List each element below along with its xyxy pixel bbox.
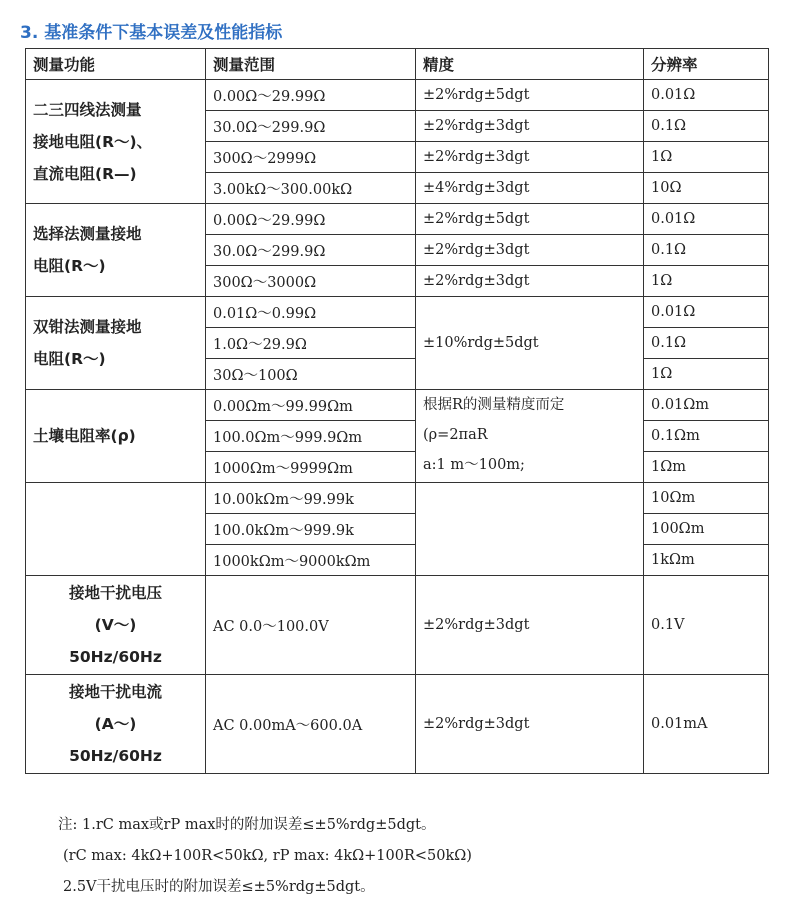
range-cell: 300Ω～3000Ω [206,266,416,297]
accuracy-cell: ±2%rdg±3dgt [416,576,644,675]
accuracy-cell: ±2%rdg±3dgt [416,266,644,297]
range-cell: 1000kΩm～9000kΩm [206,545,416,576]
table-header-row [26,49,769,80]
function-cell-current: 接地干扰电流 (A～) 50Hz/60Hz [26,675,206,774]
range-cell: 100.0Ωm～999.9Ωm [206,421,416,452]
resolution-cell: 0.01mA [644,675,769,774]
range-cell: 0.01Ω～0.99Ω [206,297,416,328]
accuracy-cell: ±2%rdg±3dgt [416,675,644,774]
range-cell: 10.00kΩm～99.99k [206,483,416,514]
function-cell-double-clamp: 双钳法测量接地 电阻(R～) [26,297,206,390]
accuracy-cell: ±2%rdg±3dgt [416,235,644,266]
accuracy-cell: ±2%rdg±5dgt [416,80,644,111]
accuracy-cell: ±2%rdg±3dgt [416,142,644,173]
range-cell: 1000Ωm～9999Ωm [206,452,416,483]
resolution-cell: 1Ω [644,359,769,390]
resolution-cell: 0.1Ω [644,111,769,142]
accuracy-cell-soil: 根据R的测量精度而定 (ρ=2πaR a:1 m～100m; [416,390,644,483]
accuracy-cell: ±4%rdg±3dgt [416,173,644,204]
resolution-cell: 0.1Ω [644,328,769,359]
table-row [26,80,769,111]
accuracy-cell: ±2%rdg±5dgt [416,204,644,235]
range-cell: AC 0.00mA～600.0A [206,675,416,774]
range-cell: 1.0Ω～29.9Ω [206,328,416,359]
range-cell: 30.0Ω～299.9Ω [206,111,416,142]
resolution-cell: 100Ωm [644,514,769,545]
header-range: 测量范围 [206,49,416,80]
resolution-cell: 0.1Ω [644,235,769,266]
header-function: 测量功能 [26,49,206,80]
note-line: 2.5V干扰电压时的附加误差≤±5%rdg±5dgt。 [63,879,375,895]
spec-table [25,48,769,774]
function-cell-soil: 土壤电阻率(ρ) [26,390,206,483]
header-resolution: 分辨率 [644,49,769,80]
resolution-cell: 1Ω [644,266,769,297]
range-cell: AC 0.0～100.0V [206,576,416,675]
accuracy-cell: ±10%rdg±5dgt [416,297,644,390]
notes [58,810,472,903]
accuracy-cell: ±2%rdg±3dgt [416,111,644,142]
table-row [26,576,769,675]
range-cell: 0.00Ω～29.99Ω [206,80,416,111]
accuracy-cell-empty [416,483,644,576]
resolution-cell: 0.01Ω [644,80,769,111]
table-row [26,675,769,774]
function-cell-earth-resistance: 二三四线法测量 接地电阻(R～)、 直流电阻(R—) [26,80,206,204]
page-title: 3. 基准条件下基本误差及性能指标 [20,23,283,43]
range-cell: 30.0Ω～299.9Ω [206,235,416,266]
resolution-cell: 1kΩm [644,545,769,576]
resolution-cell: 0.01Ωm [644,390,769,421]
header-accuracy: 精度 [416,49,644,80]
range-cell: 0.00Ω～29.99Ω [206,204,416,235]
resolution-cell: 0.1V [644,576,769,675]
resolution-cell: 0.01Ω [644,297,769,328]
range-cell: 100.0kΩm～999.9k [206,514,416,545]
resolution-cell: 0.1Ωm [644,421,769,452]
table-row [26,390,769,421]
resolution-cell: 10Ω [644,173,769,204]
range-cell: 300Ω～2999Ω [206,142,416,173]
function-cell-voltage: 接地干扰电压 (V～) 50Hz/60Hz [26,576,206,675]
resolution-cell: 1Ωm [644,452,769,483]
note-line: (rC max: 4kΩ+100R<50kΩ, rP max: 4kΩ+100R<50kΩ) [63,848,472,864]
resolution-cell: 10Ωm [644,483,769,514]
note-line: 注: 1.rC max或rP max时的附加误差≤±5%rdg±5dgt。 [58,817,436,833]
range-cell: 30Ω～100Ω [206,359,416,390]
table-row [26,483,769,514]
table-row [26,204,769,235]
table-row [26,297,769,328]
range-cell: 0.00Ωm～99.99Ωm [206,390,416,421]
function-cell-selective: 选择法测量接地 电阻(R～) [26,204,206,297]
function-cell-empty [26,483,206,576]
resolution-cell: 1Ω [644,142,769,173]
range-cell: 3.00kΩ～300.00kΩ [206,173,416,204]
resolution-cell: 0.01Ω [644,204,769,235]
